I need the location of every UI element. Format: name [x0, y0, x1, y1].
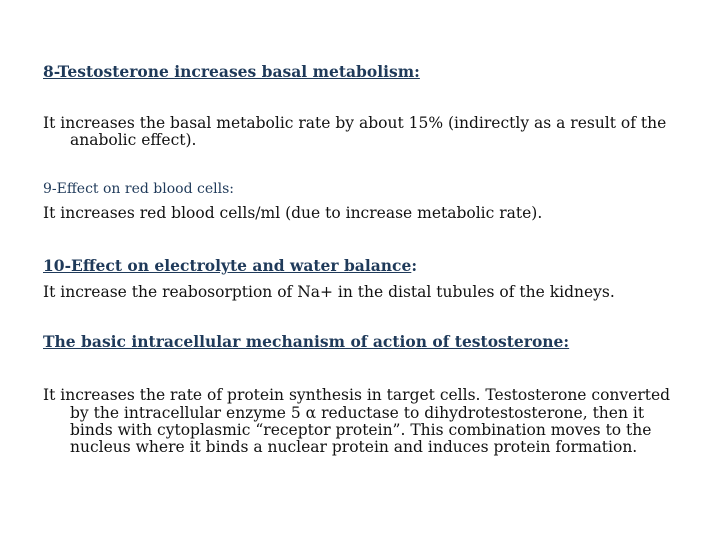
section-body-line: It increases red blood cells/ml (due to increase metabolic rate). — [43, 204, 543, 222]
section-body-line: by the intracellular enzyme 5 α reductase to dihydrotestosterone, then it — [70, 404, 645, 422]
section-heading-red-blood-cells: 9-Effect on red blood cells: — [43, 181, 234, 197]
section-body-line: It increase the reabosorption of Na+ in the distal tubules of the kidneys. — [43, 283, 615, 301]
section-body-line: binds with cytoplasmic “receptor protein”. This combination moves to the — [70, 421, 652, 439]
section-heading-mechanism: The basic intracellular mechanism of action of testosterone: — [43, 332, 570, 351]
section-body-line: It increases the basal metabolic rate by about 15% (indirectly as a result of the — [43, 114, 667, 132]
section-heading-text: 10-Effect on electrolyte and water balance — [43, 256, 412, 275]
section-heading-basal-metabolism: 8-Testosterone increases basal metabolism: — [43, 62, 420, 81]
section-heading-electrolyte-balance — [43, 257, 417, 275]
section-body-line: anabolic effect). — [70, 131, 197, 149]
section-heading-colon: : — [411, 256, 418, 275]
section-body-line: nucleus where it binds a nuclear protein and induces protein formation. — [70, 438, 638, 456]
section-body-line: It increases the rate of protein synthesis in target cells. Testosterone converted — [43, 386, 671, 404]
